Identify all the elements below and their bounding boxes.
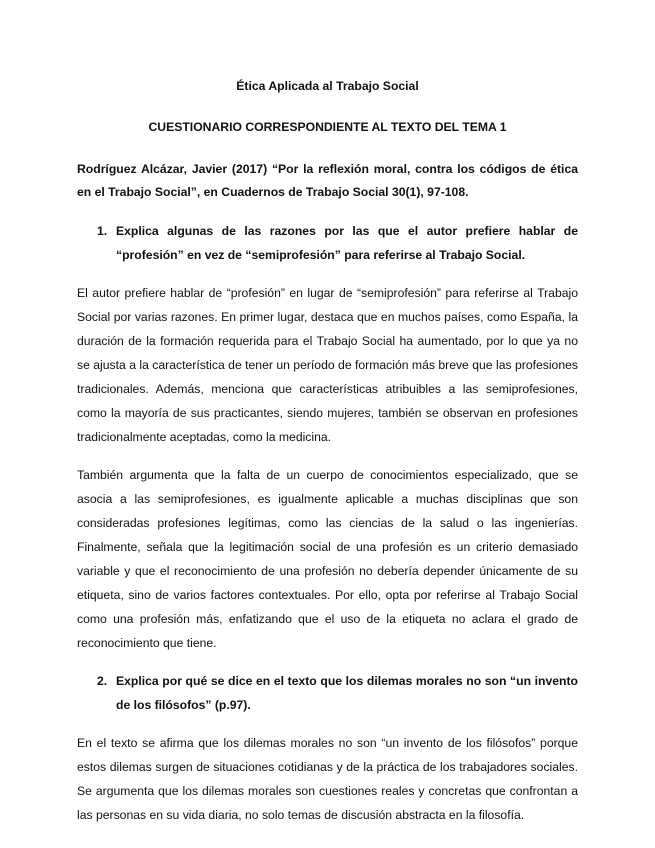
question-number: 1.: [97, 224, 108, 238]
question-text: Explica por qué se dice en el texto que los dilemas morales no son “un invento de los filósofos” (p.97).: [116, 674, 578, 712]
answer-paragraph: En el texto se afirma que los dilemas morales no son “un invento de los filósofos” porque estos dilemas surgen de situaciones cotidianas y de la práctica de los trabajadores sociales. Se argumenta que los dilemas morales son cuestiones reales y concretas que confrontan a las personas en su vida diaria, no solo temas de discusión abstracta en la filosofía.: [77, 736, 578, 822]
question-number: 2.: [97, 674, 108, 688]
question-2: [77, 669, 578, 717]
question-text: Explica algunas de las razones por las que el autor prefiere hablar de “profesión” en vez de “semiprofesión” para referirse al Trabajo Social.: [116, 224, 578, 262]
answer-paragraph: El autor prefiere hablar de “profesión” en lugar de “semiprofesión” para referirse al Trabajo Social por varias razones. En primer lugar, destaca que en muchos países, como España, la duración de la formación requerida para el Trabajo Social ha aumentado, por lo que ya no se ajusta a la característica de tener un período de formación más breve que las profesiones tradicionales. Además, menciona que características atribuibles a las semiprofesiones, como la mayoría de sus practicantes, siendo mujeres, también se observan en profesiones tradicionalmente aceptadas, como la medicina.: [77, 286, 578, 444]
questionnaire-title: CUESTIONARIO CORRESPONDIENTE AL TEXTO DEL TEMA 1: [148, 120, 507, 134]
question-1: [77, 219, 578, 267]
citation: Rodríguez Alcázar, Javier (2017) “Por la reflexión moral, contra los códigos de ética en el Trabajo Social”, en Cuadernos de Trabajo Social 30(1), 97-108.: [77, 162, 578, 199]
answer-paragraph: También argumenta que la falta de un cuerpo de conocimientos especializado, que se asocia a las semiprofesiones, es igualmente aplicable a muchas disciplinas que son consideradas profesiones legítimas, como las ciencias de la salud o las ingenierías. Finalmente, señala que la legitimación social de una profesión es un criterio demasiado variable y que el reconocimiento de una profesión no debería depender únicamente de su etiqueta, sino de varios factores contextuales. Por ello, opta por referirse al Trabajo Social como una profesión más, enfatizando que el uso de la etiqueta no aclara el grado de reconocimiento que tiene.: [77, 468, 578, 650]
course-title: Ética Aplicada al Trabajo Social: [236, 79, 419, 93]
